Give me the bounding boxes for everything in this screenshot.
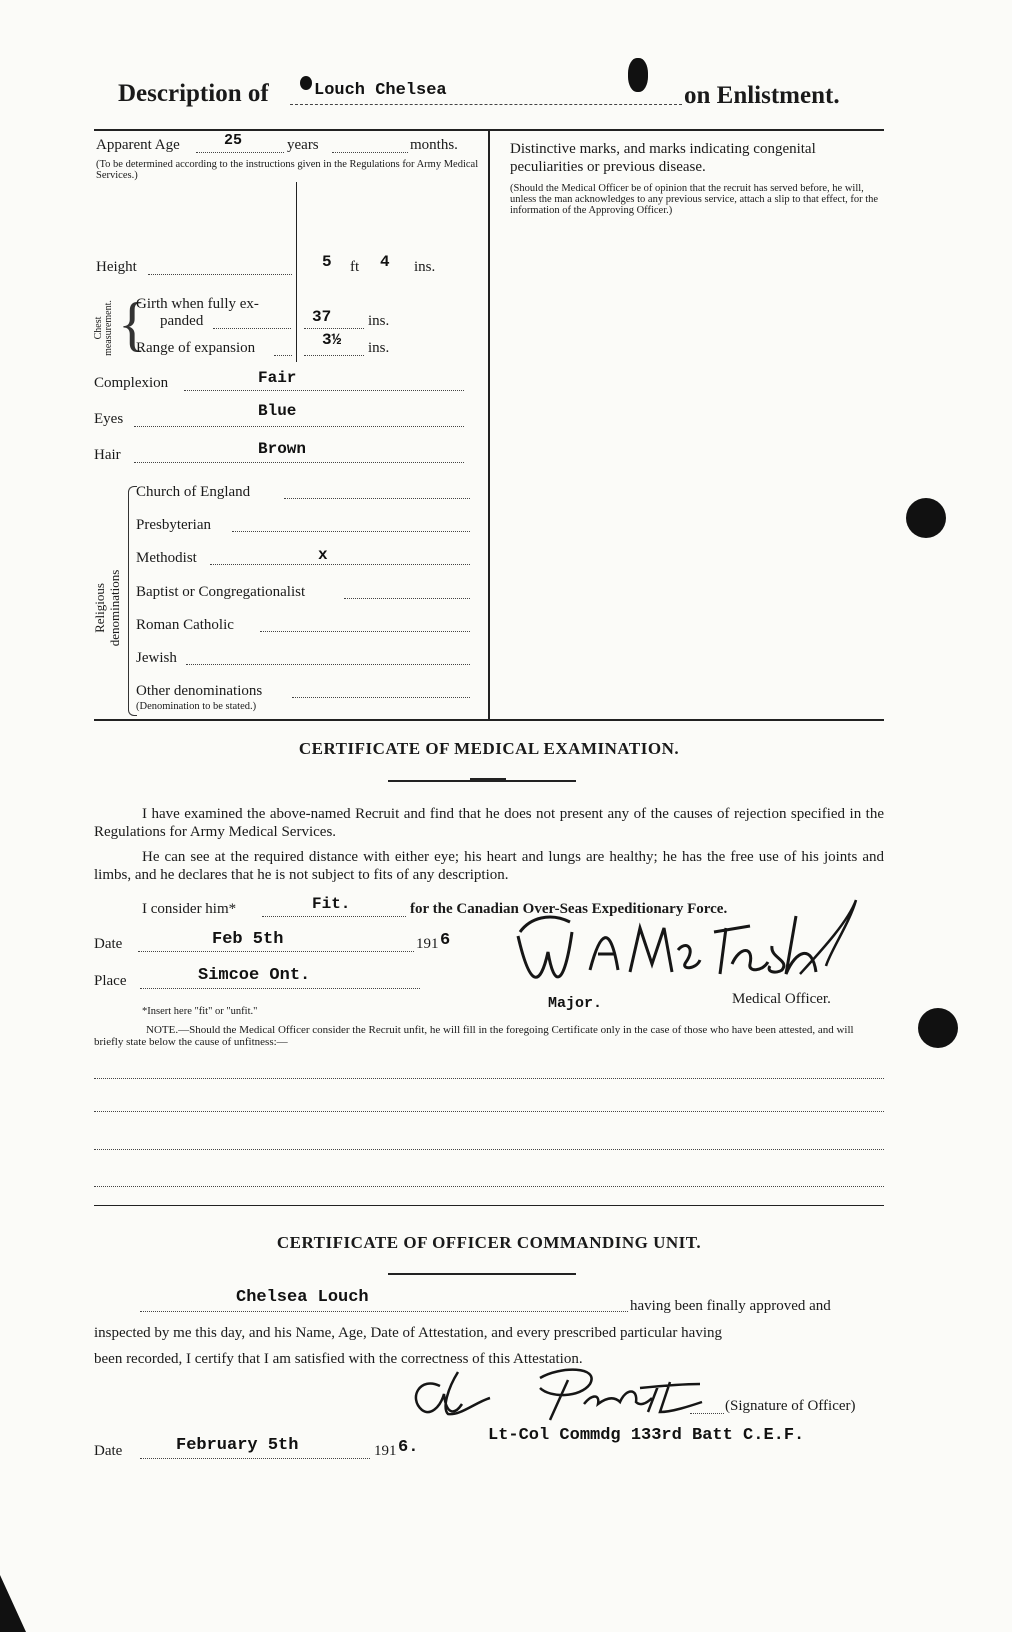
medical-para-1: I have examined the above-named Recruit and find that he does not present any of the causes of rejection specified in the Regulations for Army Medical Services. — [94, 806, 884, 840]
punch-hole — [918, 1008, 958, 1048]
document-title — [118, 76, 878, 110]
place-label: Place — [94, 973, 127, 989]
ft-label: ft — [350, 259, 360, 275]
divider-age — [296, 182, 297, 362]
religion-label: Presbyterian — [136, 517, 211, 533]
place-value: Simcoe Ont. — [198, 966, 311, 985]
girth-label-line2: panded — [160, 313, 204, 329]
unfit-reason-line — [94, 1186, 884, 1187]
religion-row — [136, 483, 470, 505]
medical-date-label: Date — [94, 936, 123, 952]
range-ins-label: ins. — [368, 340, 390, 356]
range-value: 3½ — [322, 331, 342, 349]
signature-of-officer-label: (Signature of Officer) — [725, 1398, 856, 1414]
complexion-value: Fair — [258, 369, 297, 387]
religion-mark: x — [318, 546, 328, 564]
unfit-reason-line — [94, 1149, 884, 1150]
religion-side-label: Religious denominations — [92, 569, 122, 647]
medical-heading: CERTIFICATE OF MEDICAL EXAMINATION. — [298, 739, 680, 758]
heading-rule-center — [470, 778, 506, 782]
religion-label: Roman Catholic — [136, 617, 234, 633]
commanding-date-label: Date — [94, 1443, 123, 1459]
chest-side-label: Chest measurement. — [93, 300, 114, 356]
age-note: (To be determined according to the instructions given in the Regulations for Army Medical Services.) — [96, 159, 479, 181]
age-value: 25 — [224, 132, 243, 149]
consider-suffix: for the Canadian Over-Seas Expeditionary Force. — [410, 901, 728, 917]
ink-blot — [628, 58, 648, 92]
ink-blot — [300, 76, 312, 90]
religion-label: Methodist — [136, 550, 197, 566]
ins-label: ins. — [414, 259, 436, 275]
commanding-heading: CERTIFICATE OF OFFICER COMMANDING UNIT. — [276, 1233, 702, 1252]
unfit-reason-line — [94, 1111, 884, 1112]
commanding-officer-signature — [400, 1358, 730, 1422]
scan-edge-artifact — [0, 1575, 26, 1632]
complexion-label: Complexion — [94, 375, 169, 391]
commanding-officer-title: Lt-Col Commdg 133rd Batt C.E.F. — [488, 1426, 805, 1445]
religion-row — [136, 649, 470, 671]
height-in-value: 4 — [380, 253, 390, 271]
girth-label-line1: Girth when fully ex- — [136, 296, 259, 312]
title-prefix: Description of — [118, 80, 269, 107]
commanding-text-2: inspected by me this day, and his Name, Age, Date of Attestation, and every prescribed particular having — [94, 1325, 723, 1341]
religion-row — [136, 546, 470, 571]
religion-label: Jewish — [136, 650, 177, 666]
height-label: Height — [96, 259, 137, 275]
religion-label: Church of England — [136, 484, 251, 500]
girth-ins-label: ins. — [368, 313, 390, 329]
medical-year-prefix: 191 — [416, 936, 439, 952]
religion-label: Baptist or Congregationalist — [136, 584, 306, 600]
heading-rule — [388, 1273, 576, 1275]
commanding-text-1: having been finally approved and — [630, 1298, 831, 1314]
height-ft-value: 5 — [322, 253, 332, 271]
title-suffix: on Enlistment. — [684, 82, 840, 109]
religion-label: Other denominations — [136, 683, 263, 699]
commanding-text-3: been recorded, I certify that I am satisfied with the correctness of this Attestation. — [94, 1351, 583, 1367]
unfit-reason-line — [94, 1078, 884, 1079]
consider-label: I consider him* — [142, 901, 237, 917]
apparent-age-label: Apparent Age — [96, 137, 180, 153]
range-label: Range of expansion — [136, 340, 256, 356]
religion-row — [136, 616, 470, 638]
unfit-note: NOTE.—Should the Medical Officer consider the Recruit unfit, he will fill in the foregoing Certificate only in the case of those who have been attested, and will briefly state below the cause of unfitness:— — [94, 1024, 854, 1048]
divider-bottom — [94, 719, 884, 721]
eyes-value: Blue — [258, 402, 297, 420]
religion-row — [136, 516, 470, 538]
divider — [94, 1205, 884, 1206]
hair-value: Brown — [258, 440, 307, 458]
medical-para-2: He can see at the required distance with either eye; his heart and lungs are healthy; he has the free use of his joints and limbs, and he declares that he is not subject to fits of any description. — [94, 849, 884, 883]
divider-column — [488, 129, 490, 719]
fitness-value: Fit. — [312, 895, 351, 913]
commanding-date-value: February 5th — [176, 1436, 299, 1455]
medical-year-value: 6 — [440, 931, 451, 950]
religion-row — [136, 583, 470, 605]
distinctive-marks-note: (Should the Medical Officer be of opinion that the recruit has served before, he will, unless the man acknowledges to any previous service, attach a slip to that effect, for the information of the Approving Officer.) — [510, 183, 879, 216]
commanding-recruit-name: Chelsea Louch — [236, 1288, 369, 1307]
punch-hole — [906, 498, 946, 538]
hair-label: Hair — [94, 447, 121, 463]
medical-officer-signature — [500, 892, 860, 996]
recruit-name: Louch Chelsea — [314, 81, 447, 100]
medical-date-value: Feb 5th — [212, 930, 284, 949]
insert-note: *Insert here "fit" or "unfit." — [142, 1006, 258, 1017]
other-denomination-note: (Denomination to be stated.) — [136, 701, 257, 712]
medical-officer-label: Medical Officer. — [732, 991, 831, 1007]
distinctive-marks-heading: Distinctive marks, and marks indicating congenital peculiarities or previous disease. — [510, 141, 816, 175]
commanding-year-value: 6. — [398, 1438, 419, 1457]
girth-value: 37 — [312, 308, 332, 326]
eyes-label: Eyes — [94, 411, 124, 427]
months-label: months. — [410, 137, 458, 153]
years-label: years — [287, 137, 319, 153]
signature-rank: Major. — [548, 995, 603, 1012]
commanding-year-prefix: 191 — [374, 1443, 397, 1459]
